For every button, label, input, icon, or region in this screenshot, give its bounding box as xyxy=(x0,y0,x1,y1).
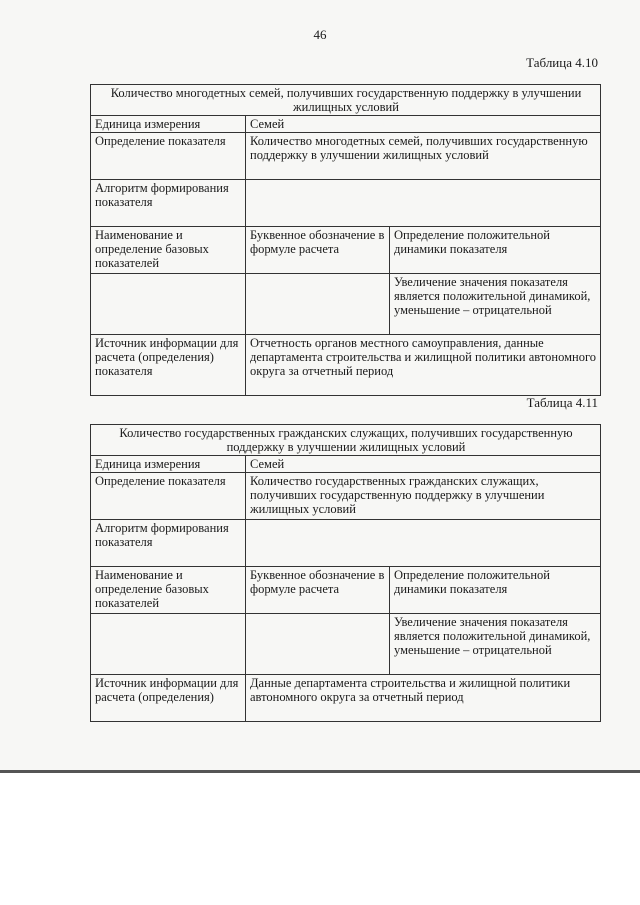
base-indicators-label: Наименование и определение базовых показателей xyxy=(91,227,246,274)
source-value: Данные департамента строительства и жилищной политики автономного округа за отчетный период xyxy=(246,675,601,722)
table-label-4-10: Таблица 4.10 xyxy=(526,55,598,70)
table-title: Количество государственных гражданских служащих, получивших государственную поддержку в улучшении жилищных условий xyxy=(91,425,601,456)
definition-value: Количество многодетных семей, получивших государственную поддержку в улучшении жилищных условий xyxy=(246,133,601,180)
definition-label: Определение показателя xyxy=(91,473,246,520)
dynamics-label: Определение положительной динамики показателя xyxy=(390,567,601,614)
definition-label: Определение показателя xyxy=(91,133,246,180)
empty-cell xyxy=(246,274,390,335)
empty-cell xyxy=(91,614,246,675)
table-4-10 xyxy=(90,84,601,396)
page-number: 46 xyxy=(313,27,327,42)
source-label: Источник информации для расчета (определения) показателя xyxy=(91,335,246,396)
algorithm-value xyxy=(246,180,601,227)
unit-label: Единица измерения xyxy=(91,116,246,133)
base-indicators-label: Наименование и определение базовых показателей xyxy=(91,567,246,614)
letter-designation-label: Буквенное обозначение в формуле расчета xyxy=(246,227,390,274)
dynamics-value: Увеличение значения показателя является положительной динамикой, уменьшение – отрицательной xyxy=(390,614,601,675)
table-4-11 xyxy=(90,424,601,722)
algorithm-value xyxy=(246,520,601,567)
letter-designation-label: Буквенное обозначение в формуле расчета xyxy=(246,567,390,614)
table-title: Количество многодетных семей, получивших государственную поддержку в улучшении жилищных условий xyxy=(91,85,601,116)
empty-cell xyxy=(91,274,246,335)
dynamics-label: Определение положительной динамики показателя xyxy=(390,227,601,274)
unit-label: Единица измерения xyxy=(91,456,246,473)
definition-value: Количество государственных гражданских служащих, получивших государственную поддержку в улучшении жилищных условий xyxy=(246,473,601,520)
unit-value: Семей xyxy=(246,456,601,473)
algorithm-label: Алгоритм формирования показателя xyxy=(91,520,246,567)
dynamics-value: Увеличение значения показателя является положительной динамикой, уменьшение – отрицательной xyxy=(390,274,601,335)
source-label: Источник информации для расчета (определения) xyxy=(91,675,246,722)
algorithm-label: Алгоритм формирования показателя xyxy=(91,180,246,227)
table-label-4-11: Таблица 4.11 xyxy=(526,395,598,410)
source-value: Отчетность органов местного самоуправления, данные департамента строительства и жилищной политики автономного округа за отчетный период xyxy=(246,335,601,396)
empty-cell xyxy=(246,614,390,675)
unit-value: Семей xyxy=(246,116,601,133)
